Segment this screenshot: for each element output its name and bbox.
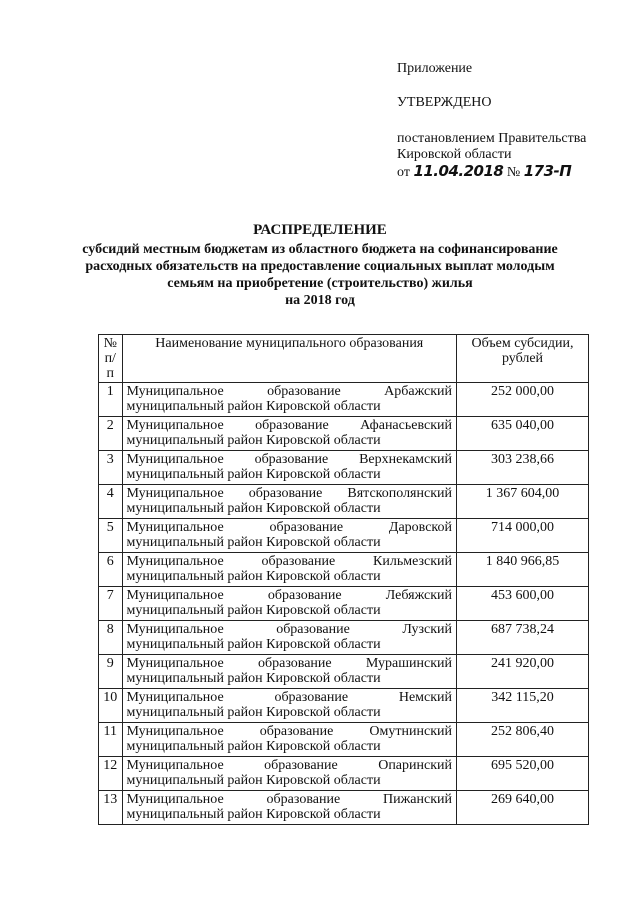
header-name: Наименование муниципального образования xyxy=(122,335,457,383)
row-name-line-1 xyxy=(127,792,453,807)
row-name-line-1 xyxy=(127,486,453,501)
row-name-word-3: Афанасьевский xyxy=(360,418,452,433)
row-name-line-1 xyxy=(127,452,453,467)
row-name xyxy=(122,621,457,655)
table-row xyxy=(99,689,589,723)
header-num xyxy=(99,335,123,383)
row-name xyxy=(122,723,457,757)
title-line-1: субсидий местным бюджетам из областного бюджета на софинансирование xyxy=(82,242,558,257)
row-name xyxy=(122,587,457,621)
row-name-word-1: Муниципальное xyxy=(126,384,224,399)
row-name-line-2: муниципальный район Кировской области xyxy=(126,705,381,720)
row-sum: 714 000,00 xyxy=(457,519,589,553)
row-name-word-3: Верхнекамский xyxy=(359,452,452,467)
table-row xyxy=(99,757,589,791)
row-name-line-2: муниципальный район Кировской области xyxy=(126,399,381,414)
row-number: 5 xyxy=(99,519,123,553)
row-name-word-3: Даровской xyxy=(388,520,453,535)
row-name xyxy=(122,655,457,689)
row-name xyxy=(122,553,457,587)
table-row xyxy=(99,383,589,417)
row-name-word-2: образование xyxy=(269,520,344,535)
row-name-word-1: Муниципальное xyxy=(126,452,224,467)
row-sum: 269 640,00 xyxy=(457,791,589,825)
row-name xyxy=(122,757,457,791)
row-sum: 1 367 604,00 xyxy=(457,485,589,519)
row-name-line-2: муниципальный район Кировской области xyxy=(126,739,381,754)
row-name-word-3: Арбажский xyxy=(384,384,453,399)
row-name-word-2: образование xyxy=(259,724,334,739)
table-header-row xyxy=(99,335,589,383)
row-name-line-1 xyxy=(127,554,453,569)
row-name-word-2: образование xyxy=(248,486,323,501)
row-name-word-2: образование xyxy=(257,656,332,671)
row-name-word-1: Муниципальное xyxy=(126,792,224,807)
row-sum: 695 520,00 xyxy=(457,757,589,791)
row-name-word-3: Лузский xyxy=(402,622,453,637)
row-name-line-1 xyxy=(127,622,453,637)
row-name-word-1: Муниципальное xyxy=(126,656,224,671)
row-number: 9 xyxy=(99,655,123,689)
row-name xyxy=(122,451,457,485)
row-name-line-1 xyxy=(127,418,453,433)
row-name-word-3: Мурашинский xyxy=(365,656,452,671)
header-sum-line-1: Объем субсидии, xyxy=(471,336,574,351)
number-prefix: № xyxy=(506,165,521,180)
row-name-word-1: Муниципальное xyxy=(126,622,224,637)
row-name-line-1 xyxy=(127,758,453,773)
row-name-line-2: муниципальный район Кировской области xyxy=(126,535,381,550)
row-name-word-3: Немский xyxy=(398,690,453,705)
title-line-3: семьям на приобретение (строительство) жилья xyxy=(167,276,473,291)
date-prefix: от xyxy=(397,165,410,180)
row-sum: 1 840 966,85 xyxy=(457,553,589,587)
row-name-line-1 xyxy=(127,656,453,671)
row-name-word-1: Муниципальное xyxy=(126,554,224,569)
row-sum: 241 920,00 xyxy=(457,655,589,689)
row-name-line-1 xyxy=(127,520,453,535)
row-name-line-1 xyxy=(127,690,453,705)
row-name-word-2: образование xyxy=(255,418,329,433)
document-title-block xyxy=(75,222,565,309)
row-name-word-3: Вятскополянский xyxy=(347,486,452,501)
table-body xyxy=(99,383,589,825)
row-name-word-3: Опаринский xyxy=(378,758,453,773)
row-name-word-2: образование xyxy=(264,758,338,773)
row-name-line-2: муниципальный район Кировской области xyxy=(126,433,381,448)
row-name-line-2: муниципальный район Кировской области xyxy=(126,807,381,822)
decree-date-line xyxy=(397,163,632,181)
row-sum: 687 738,24 xyxy=(457,621,589,655)
row-name-word-2: образование xyxy=(266,792,341,807)
row-name-word-1: Муниципальное xyxy=(126,486,224,501)
decree-line-2: Кировской области xyxy=(397,147,512,162)
appendix-label: Приложение xyxy=(397,61,473,76)
row-name-line-2: муниципальный район Кировской области xyxy=(126,637,381,652)
row-number: 1 xyxy=(99,383,123,417)
row-name xyxy=(122,519,457,553)
row-name xyxy=(122,485,457,519)
row-number: 4 xyxy=(99,485,123,519)
table-row xyxy=(99,553,589,587)
row-number: 12 xyxy=(99,757,123,791)
row-name xyxy=(122,417,457,451)
table-row xyxy=(99,621,589,655)
row-name-line-2: муниципальный район Кировской области xyxy=(126,501,381,516)
title-line-2: расходных обязательств на предоставление социальных выплат молодым xyxy=(85,259,555,274)
row-name-word-2: образование xyxy=(254,452,329,467)
row-name xyxy=(122,383,457,417)
row-name-line-1 xyxy=(127,724,453,739)
approved-label: УТВЕРЖДЕНО xyxy=(397,95,492,110)
row-sum: 303 238,66 xyxy=(457,451,589,485)
row-name-word-2: образование xyxy=(276,622,350,637)
row-sum: 453 600,00 xyxy=(457,587,589,621)
row-name-word-2: образование xyxy=(274,690,349,705)
row-name-word-2: образование xyxy=(267,588,342,603)
header-sum-line-2: рублей xyxy=(501,351,544,366)
row-name-line-2: муниципальный район Кировской области xyxy=(126,569,381,584)
row-name-word-1: Муниципальное xyxy=(126,758,224,773)
row-number: 3 xyxy=(99,451,123,485)
document-title: РАСПРЕДЕЛЕНИЕ xyxy=(253,222,387,238)
table-row xyxy=(99,451,589,485)
table-row xyxy=(99,655,589,689)
row-sum: 635 040,00 xyxy=(457,417,589,451)
row-number: 10 xyxy=(99,689,123,723)
row-name-word-1: Муниципальное xyxy=(126,724,224,739)
row-name-line-2: муниципальный район Кировской области xyxy=(126,671,381,686)
row-name-line-2: муниципальный район Кировской области xyxy=(126,603,381,618)
header-num-line-1: № xyxy=(103,336,117,351)
row-name-line-1 xyxy=(127,588,453,603)
table-row xyxy=(99,723,589,757)
row-sum: 252 806,40 xyxy=(457,723,589,757)
row-name-word-1: Муниципальное xyxy=(126,418,224,433)
row-name-word-1: Муниципальное xyxy=(126,690,224,705)
row-number: 11 xyxy=(99,723,123,757)
row-name-line-2: муниципальный район Кировской области xyxy=(126,467,381,482)
header-sum xyxy=(457,335,589,383)
handwritten-date: 11.04.2018 xyxy=(413,162,504,180)
row-name-word-2: образование xyxy=(261,554,336,569)
row-name xyxy=(122,791,457,825)
row-name-word-3: Пижанский xyxy=(383,792,452,807)
row-name-word-3: Лебяжский xyxy=(385,588,453,603)
title-line-4: на 2018 год xyxy=(285,293,355,308)
approval-block xyxy=(397,61,632,181)
row-name-line-2: муниципальный район Кировской области xyxy=(126,773,381,788)
row-number: 8 xyxy=(99,621,123,655)
table-row xyxy=(99,417,589,451)
row-name-word-3: Кильмезский xyxy=(373,554,452,569)
row-name-word-1: Муниципальное xyxy=(126,588,224,603)
row-number: 7 xyxy=(99,587,123,621)
table-row xyxy=(99,587,589,621)
decree-line-1: постановлением Правительства xyxy=(397,131,587,146)
row-name-word-3: Омутнинский xyxy=(369,724,452,739)
table-row xyxy=(99,519,589,553)
row-name xyxy=(122,689,457,723)
row-sum: 252 000,00 xyxy=(457,383,589,417)
row-name-line-1 xyxy=(127,384,453,399)
table-row xyxy=(99,791,589,825)
row-name-word-1: Муниципальное xyxy=(126,520,224,535)
table-row xyxy=(99,485,589,519)
row-sum: 342 115,20 xyxy=(457,689,589,723)
distribution-table xyxy=(98,334,589,825)
row-number: 13 xyxy=(99,791,123,825)
row-name-word-2: образование xyxy=(267,384,341,399)
header-num-line-2: п/п xyxy=(104,351,116,381)
row-number: 6 xyxy=(99,553,123,587)
row-number: 2 xyxy=(99,417,123,451)
handwritten-number: 173-П xyxy=(523,162,572,180)
